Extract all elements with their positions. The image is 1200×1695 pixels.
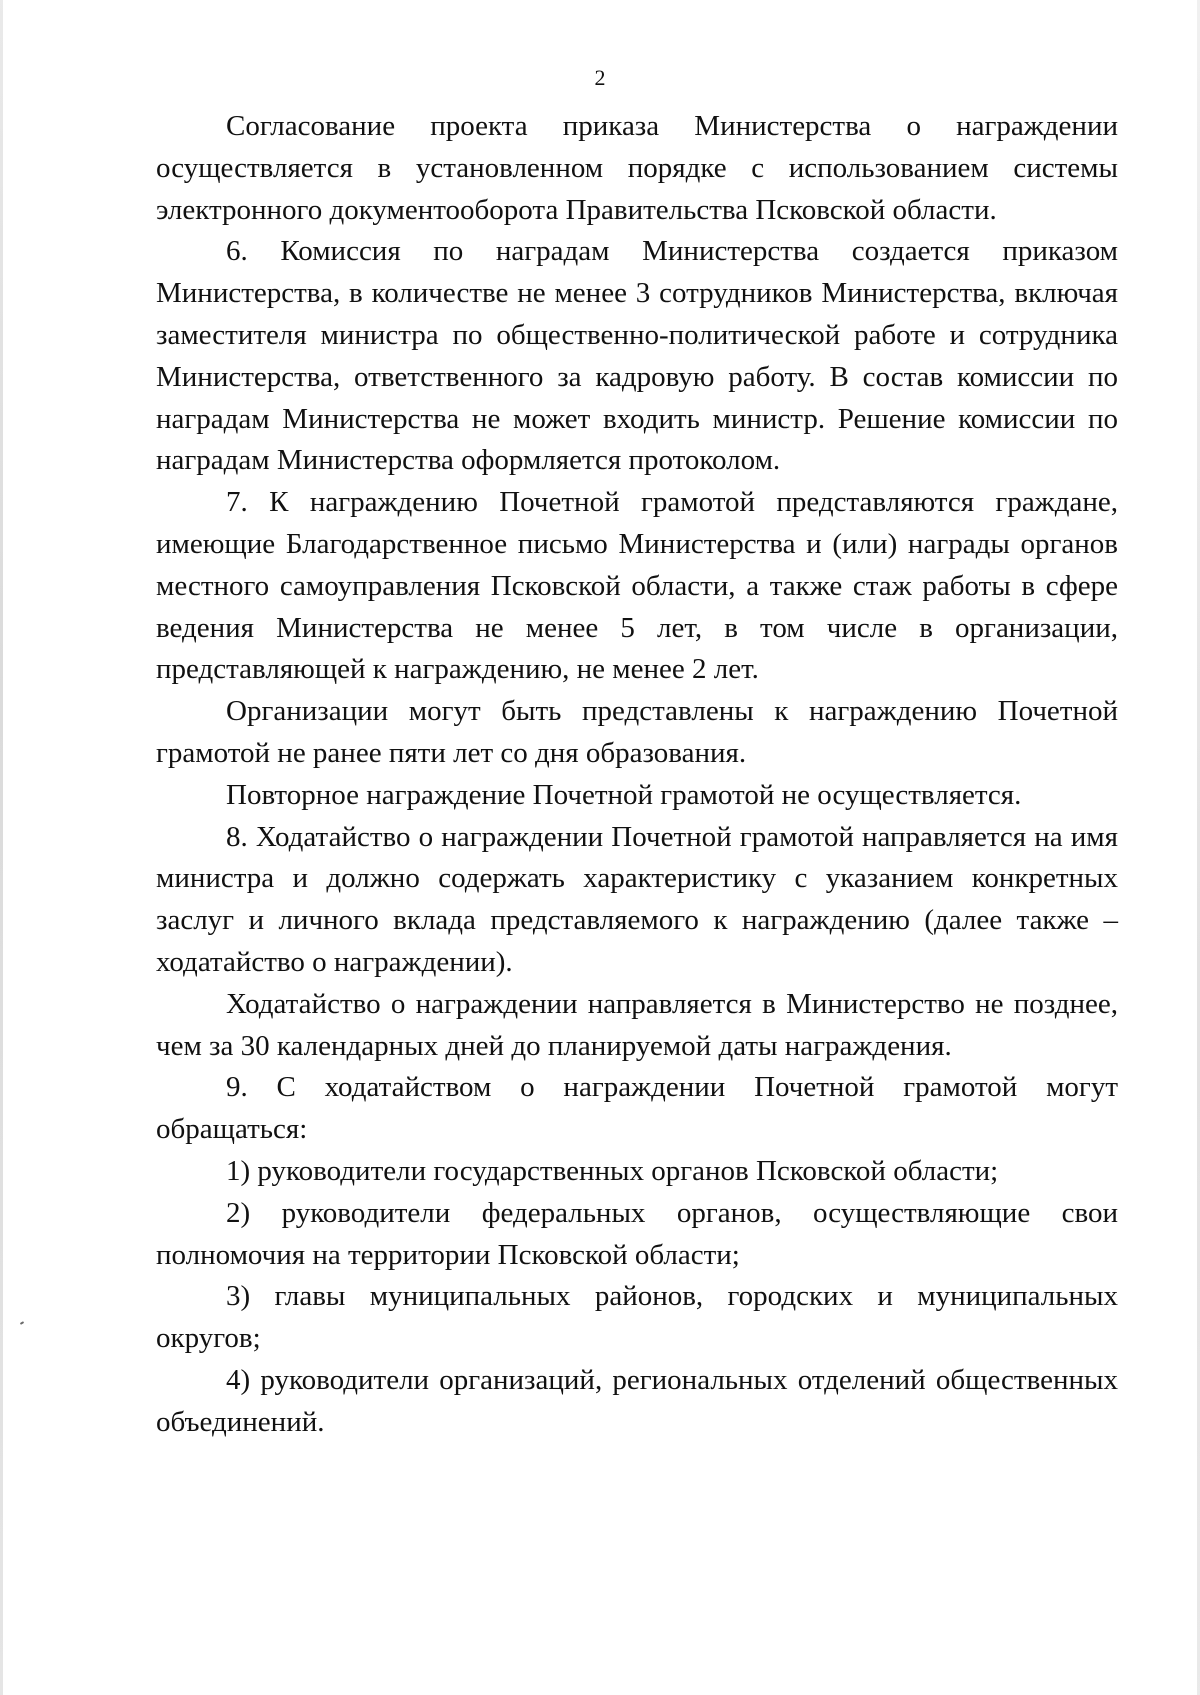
list-item-1: 1) руководители государственных органов Псковской области; <box>226 1154 999 1187</box>
paragraph-item-7-eligibility: 7. К награждению Почетной грамотой представляются граждане, имеющие Благодарственное письмо Министерства и (или) награды органов местного самоуправления Псковской области, а также стаж работы в сфере ведения Министерства не менее 5 лет, в том числе в организации, представляющей к награждению, не менее 2 лет. <box>156 486 1118 686</box>
scan-speck <box>20 1321 24 1325</box>
list-item-2: 2) руководители федеральных органов, осуществляющие свои полномочия на территории Псковской области; <box>156 1196 1118 1271</box>
scan-edge-left <box>0 0 3 1695</box>
list-item-3: 3) главы муниципальных районов, городских и муниципальных округов; <box>156 1280 1118 1355</box>
paragraph-item-9-applicants: 9. С ходатайством о награждении Почетной грамотой могут обращаться: <box>156 1071 1118 1146</box>
document-body <box>156 106 1118 1444</box>
page-number: 2 <box>594 65 606 90</box>
paragraph-item-8-petition: 8. Ходатайство о награждении Почетной грамотой направляется на имя министра и должно содержать характеристику с указанием конкретных заслуг и личного вклада представляемого к награждению (далее также – ходатайство о награждении). <box>156 820 1118 978</box>
paragraph-organizations: Организации могут быть представлены к награждению Почетной грамотой не ранее пяти лет со дня образования. <box>156 695 1118 769</box>
list-item-4: 4) руководители организаций, региональных отделений общественных объединений. <box>156 1363 1118 1438</box>
paragraph-item-6-commission: 6. Комиссия по наградам Министерства создается приказом Министерства, в количестве не менее 3 сотрудников Министерства, включая заместителя министра по общественно-политической работе и сотрудника Министерства, ответственного за кадровую работу. В состав комиссии по наградам Министерства не может входить министр. Решение комиссии по наградам Министерства оформляется протоколом. <box>156 235 1118 477</box>
paragraph-repeat-award: Повторное награждение Почетной грамотой не осуществляется. <box>226 778 1022 811</box>
paragraph-approval-procedure: Согласование проекта приказа Министерства о награждении осуществляется в установленном порядке с использованием системы электронного документооборота Правительства Псковской области. <box>156 110 1118 226</box>
paragraph-petition-deadline: Ходатайство о награждении направляется в Министерство не позднее, чем за 30 календарных дней до планируемой даты награждения. <box>156 987 1118 1062</box>
